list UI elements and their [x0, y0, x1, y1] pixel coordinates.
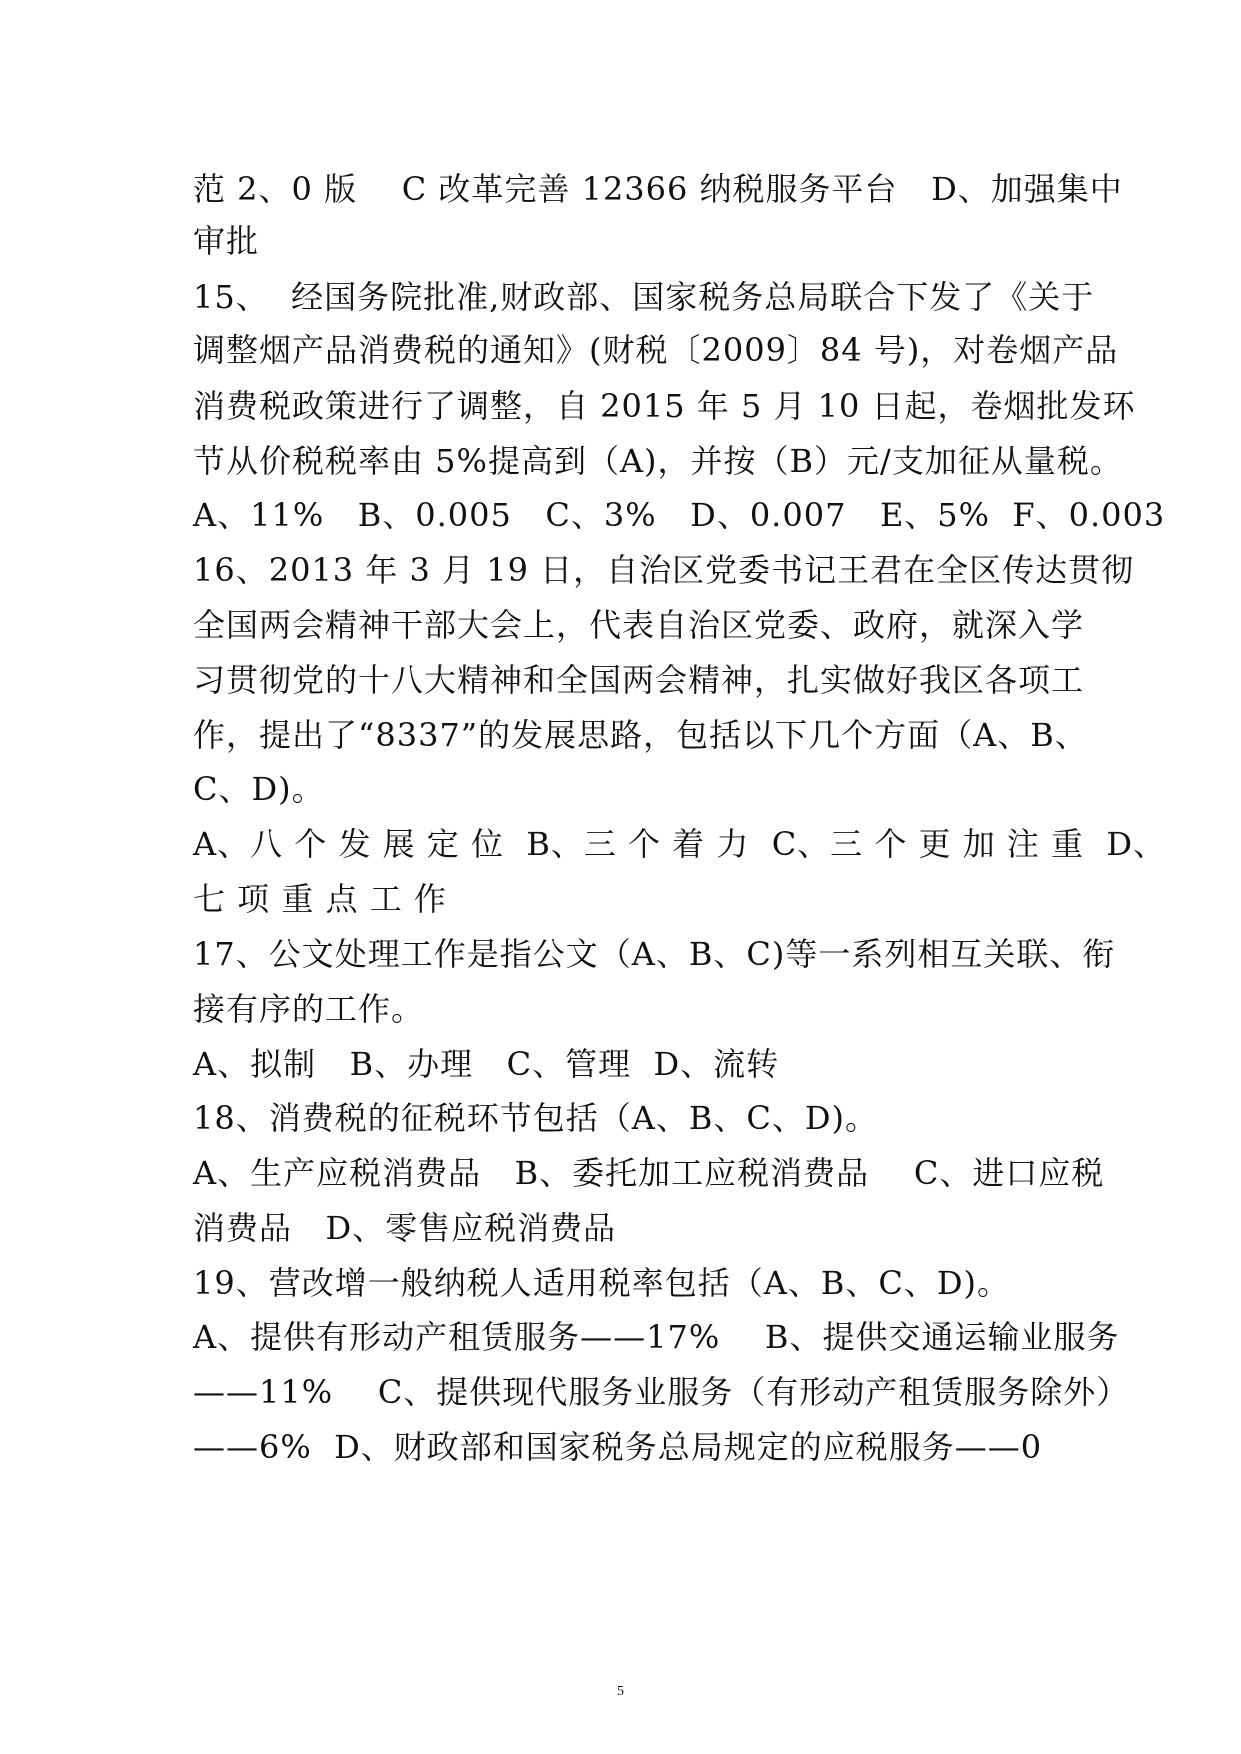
text-line: 习贯彻党的十八大精神和全国两会精神，扎实做好我区各项工 — [193, 661, 1085, 699]
text-line: 全国两会精神干部大会上，代表自治区党委、政府，就深入学 — [193, 606, 1085, 644]
text-line: 范 2、0 版 C 改革完善 12366 纳税服务平台 D、加强集中 — [193, 170, 1123, 208]
text-line: 19、营改增一般纳税人适用税率包括（A、B、C、D)。 — [193, 1264, 1010, 1302]
text-line: 17、公文处理工作是指公文（A、B、C)等一系列相互关联、衔 — [193, 935, 1116, 973]
page-number: 5 — [617, 1684, 624, 1699]
text-line: 18、消费税的征税环节包括（A、B、C、D)。 — [193, 1099, 878, 1137]
text-line: 消费品 D、零售应税消费品 — [193, 1209, 617, 1247]
text-line: ——11% C、提供现代服务业服务（有形动产租赁服务除外） — [193, 1373, 1130, 1411]
text-line: 七 项 重 点 工 作 — [193, 880, 447, 918]
text-line: A、拟制 B、办理 C、管理 D、流转 — [193, 1045, 780, 1083]
text-line: A、生产应税消费品 B、委托加工应税消费品 C、进口应税 — [193, 1154, 1105, 1192]
text-line: 15、 经国务院批准,财政部、国家税务总局联合下发了《关于 — [193, 278, 1095, 316]
text-line: 接有序的工作。 — [193, 990, 425, 1028]
text-line: A、八 个 发 展 定 位 B、三 个 着 力 C、三 个 更 加 注 重 D、 — [193, 825, 1167, 863]
text-line: 调整烟产品消费税的通知》(财税〔2009〕84 号)，对卷烟产品 — [193, 331, 1119, 369]
text-line: ——6% D、财政部和国家税务总局规定的应税服务——0 — [193, 1428, 1043, 1466]
text-line: C、D)。 — [193, 770, 325, 808]
text-line: 节从价税税率由 5%提高到（A)，并按（B）元/支加征从量税。 — [193, 442, 1123, 480]
text-line: 审批 — [193, 222, 260, 260]
text-line: 消费税政策进行了调整，自 2015 年 5 月 10 日起，卷烟批发环 — [193, 387, 1136, 425]
text-line: A、提供有形动产租赁服务——17% B、提供交通运输业服务 — [193, 1318, 1120, 1356]
text-line: A、11% B、0.005 C、3% D、0.007 E、5% F、0.003 — [193, 496, 1166, 534]
text-line: 16、2013 年 3 月 19 日，自治区党委书记王君在全区传达贯彻 — [193, 551, 1135, 589]
text-line: 作，提出了“8337”的发展思路，包括以下几个方面（A、B、 — [193, 716, 1088, 754]
